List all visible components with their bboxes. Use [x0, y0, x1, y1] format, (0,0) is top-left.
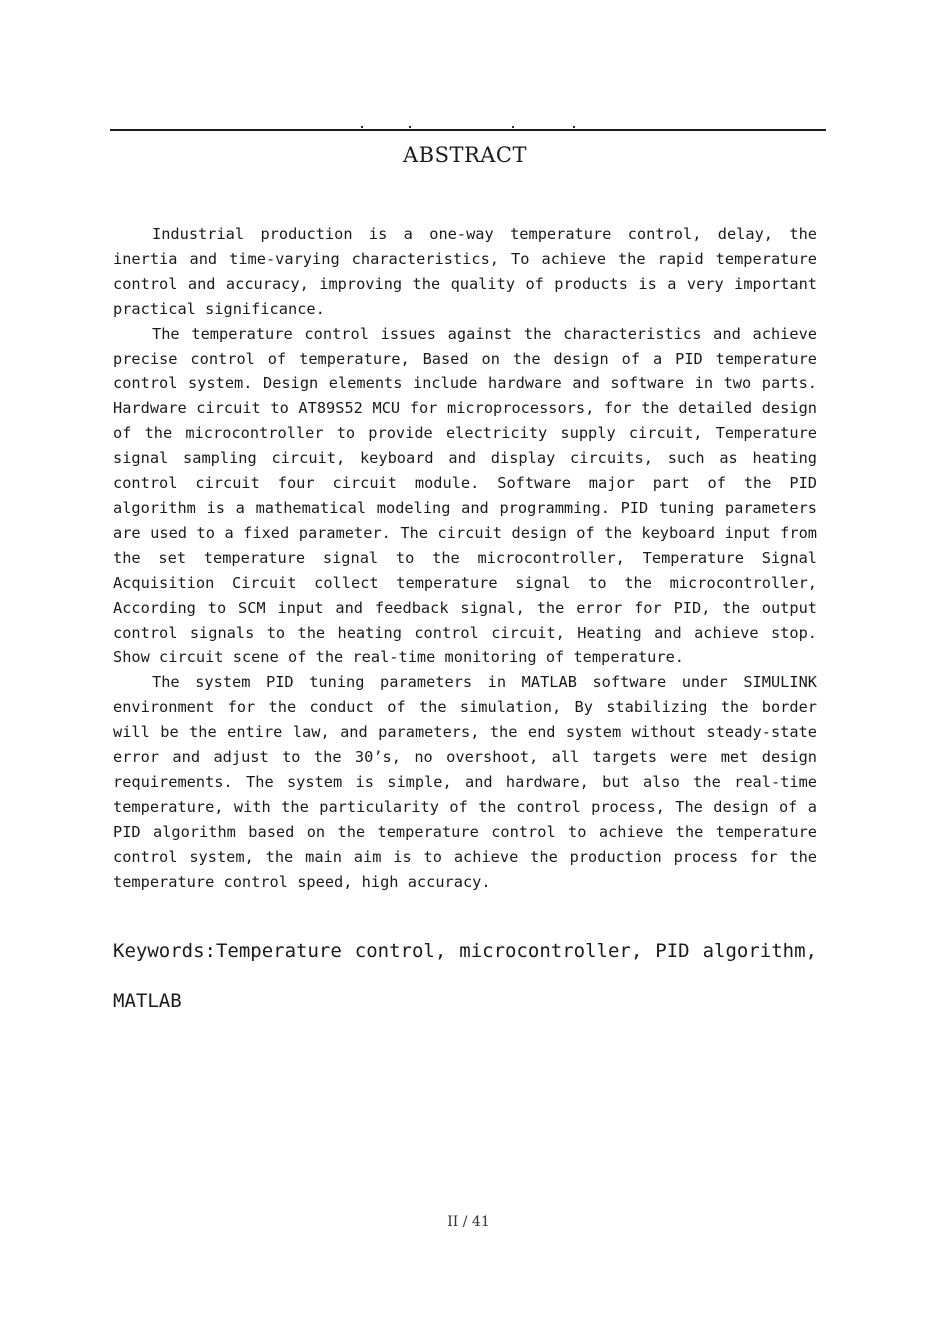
page-title: ABSTRACT — [402, 143, 528, 167]
keywords-line-2: MATLAB — [113, 990, 182, 1012]
abstract-paragraph-1: Industrial production is a one-way temperature control, delay, the inertia and time-varying characteristics, To achieve the rapid temperature control and accuracy, improving the quality of products is a very important practical significance. — [113, 225, 817, 318]
keywords — [113, 926, 817, 1026]
abstract-paragraph-2: The temperature control issues against the characteristics and achieve precise control of temperature, Based on the design of a PID temperature control system. Design elements include hardware and software in two parts. Hardware circuit to AT89S52 MCU for microprocessors, for the detailed design of the microcontroller to provide electricity supply circuit, Temperature signal sampling circuit, keyboard and display circuits, such as heating control circuit four circuit module. Software major part of the PID algorithm is a mathematical modeling and programming. PID tuning parameters are used to a fixed parameter. The circuit design of the keyboard input from the set temperature signal to the microcontroller, Temperature Signal Acquisition Circuit collect temperature signal to the microcontroller, According to SCM input and feedback signal, the error for PID, the output control signals to the heating control circuit, Heating and achieve stop. Show circuit scene of the real-time monitoring of temperature. — [113, 324, 817, 667]
header-decoration — [0, 0, 950, 140]
abstract-body — [113, 222, 817, 894]
keywords-line-1: Keywords:Temperature control, microcontroller, PID algorithm, — [113, 940, 817, 962]
header-rule — [110, 129, 826, 131]
abstract-paragraph-3: The system PID tuning parameters in MATLAB software under SIMULINK environment for the conduct of the simulation, By stabilizing the border will be the entire law, and parameters, the end system without steady-state error and adjust to the 30’s, no overshoot, all targets were met design requirements. The system is simple, and hardware, but also the real-time temperature, with the particularity of the control process, The design of a PID algorithm based on the temperature control to achieve the temperature control system, the main aim is to achieve the production process for the temperature control speed, high accuracy. — [113, 673, 817, 891]
page-number: II / 41 — [447, 1214, 490, 1230]
